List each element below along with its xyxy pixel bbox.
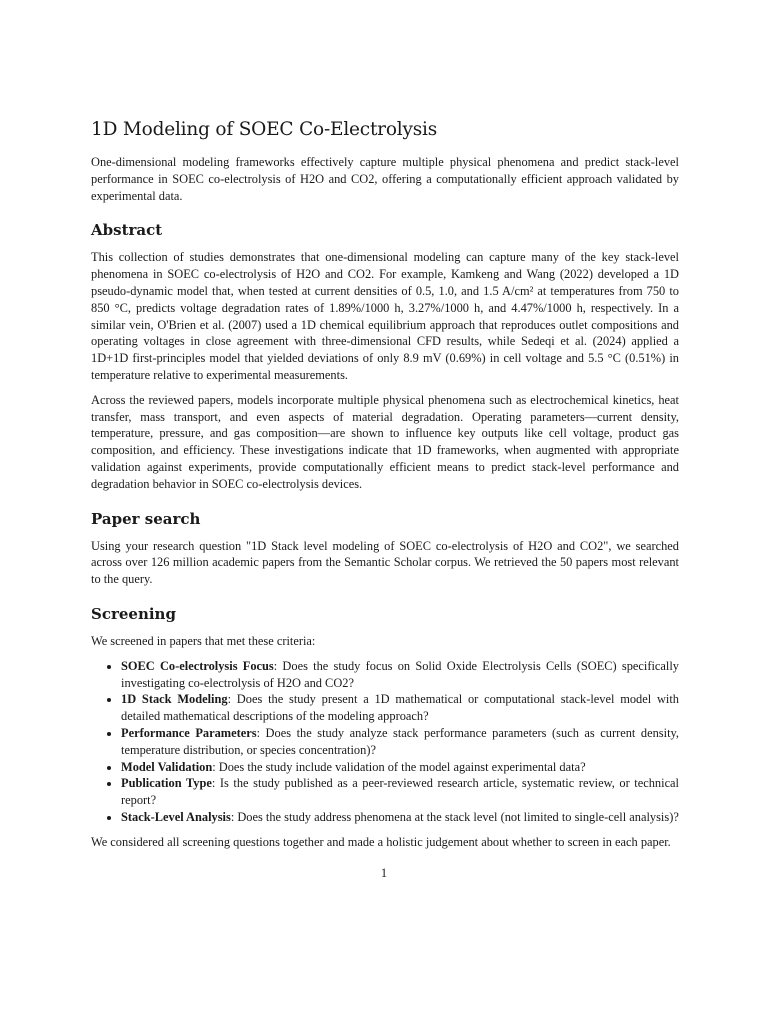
paper-title: 1D Modeling of SOEC Co-Electrolysis	[91, 119, 438, 140]
criterion-text: : Does the study analyze stack performance parameters (such as current density, temperature distribution, or species concentration)?	[121, 725, 679, 757]
criterion-text: : Does the study focus on Solid Oxide Electrolysis Cells (SOEC) specifically investigating co-electrolysis of H2O and CO2?	[121, 658, 679, 690]
criterion-label: 1D Stack Modeling	[121, 692, 228, 707]
paper-page	[91, 118, 679, 859]
criterion-label: Publication Type	[121, 776, 212, 791]
paper-search-heading: Paper search	[91, 509, 201, 528]
screening-heading: Screening	[91, 604, 176, 623]
criterion-item	[121, 759, 679, 776]
criterion-label: Model Validation	[121, 759, 213, 774]
abstract-paragraph-1: This collection of studies demonstrates that one-dimensional modeling can capture many of the key stack-level phenomena in SOEC co-electrolysis of H2O and CO2. For example, Kamkeng and Wang (2022) developed a 1D pseudo-dynamic model that, when tested at current densities of 0.5, 1.0, and 1.5 A/cm² at temperatures from 750 to 850 °C, predicts voltage degradation rates of 1.89%/1000 h, 3.27%/1000 h, and 4.47%/1000 h, respectively. In a similar vein, O'Brien et al. (2007) used a 1D chemical equilibrium approach that reproduces outlet compositions and operating voltages in close agreement with three-dimensional CFD results, while Sedeqi et al. (2024) applied a 1D+1D first-principles model that yielded deviations of only 8.9 mV (0.69%) in cell voltage and 5.5 °C (0.51%) in temperature relative to experimental measurements.	[91, 250, 679, 382]
page-number: 1	[380, 866, 388, 880]
criterion-text: : Does the study address phenomena at the stack level (not limited to single-cell analysis)?	[230, 809, 679, 824]
abstract-paragraph-2: Across the reviewed papers, models incorporate multiple physical phenomena such as electrochemical kinetics, heat transfer, mass transport, and even aspects of material degradation. Operating parameters—current density, temperature, pressure, and gas composition—are shown to influence key outputs like cell voltage, product gas composition, and efficiency. These investigations indicate that 1D frameworks, when augmented with appropriate validation against experiments, provide computationally efficient means to predict stack-level performance and degradation behavior in SOEC co-electrolysis devices.	[91, 392, 679, 491]
abstract-heading: Abstract	[91, 221, 163, 240]
criterion-label: Performance Parameters	[121, 725, 257, 740]
summary-paragraph: One-dimensional modeling frameworks effectively capture multiple physical phenomena and predict stack-level performance in SOEC co-electrolysis of H2O and CO2, offering a computationally efficient approach validated by experimental data.	[91, 155, 679, 203]
criterion-item	[121, 809, 679, 826]
criterion-label: Stack-Level Analysis	[121, 809, 231, 824]
criterion-item	[121, 691, 679, 725]
screening-criteria-list	[91, 658, 679, 826]
criterion-text: : Is the study published as a peer-reviewed research article, systematic review, or technical report?	[121, 776, 680, 808]
paper-search-paragraph: Using your research question "1D Stack level modeling of SOEC co-electrolysis of H2O and CO2", we searched across over 126 million academic papers from the Semantic Scholar corpus. We retrieved the 50 papers most relevant to the query.	[91, 538, 679, 587]
criterion-text: : Does the study include validation of the model against experimental data?	[212, 759, 586, 774]
criterion-item	[121, 775, 679, 809]
screening-intro: We screened in papers that met these criteria:	[91, 633, 316, 648]
criterion-text: : Does the study present a 1D mathematical or computational stack-level model with detailed mathematical descriptions of the modeling approach?	[121, 692, 679, 724]
screening-conclusion: We considered all screening questions together and made a holistic judgement about whether to screen in each paper.	[91, 834, 671, 849]
criterion-item	[121, 658, 679, 692]
criterion-label: SOEC Co-electrolysis Focus	[121, 658, 274, 673]
criterion-item	[121, 725, 679, 759]
